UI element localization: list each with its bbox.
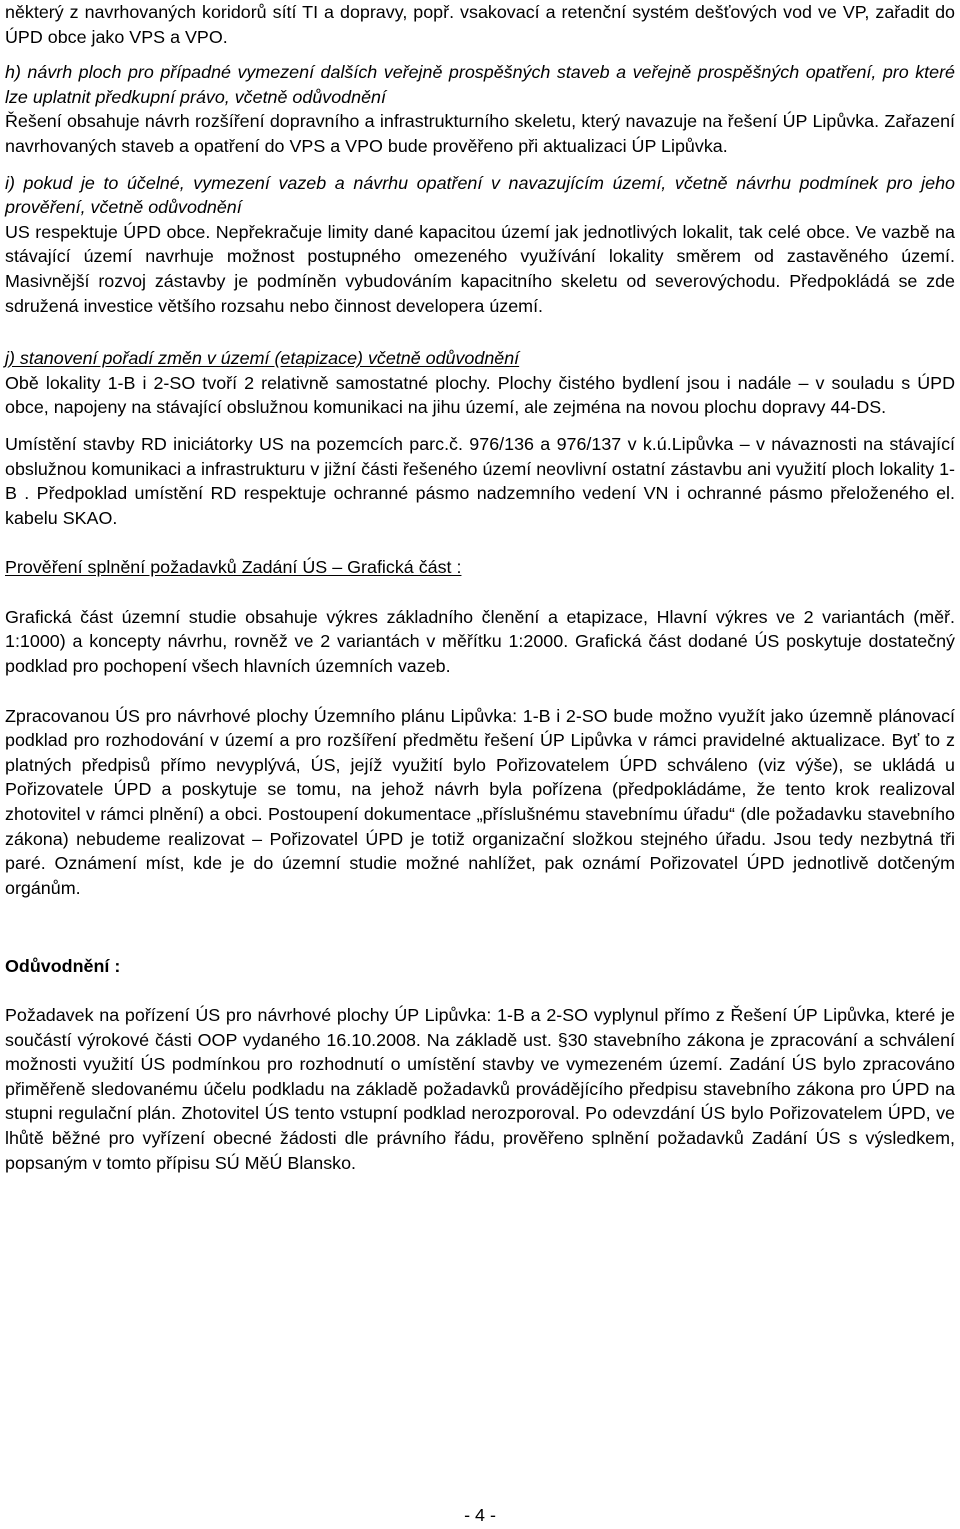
section-i-text: US respektuje ÚPD obce. Nepřekračuje limity dané kapacitou území jak jednotlivých lokalit, tak celé obce. Ve vazbě na stávající území navrhuje možnost postupného omezeného využívání lokality směrem od zastavěného území. Masivnější rozvoj zástavby je podmíněn vybudováním kapacitního skeletu od severovýchodu. Předpokládá se zde sdružená investice většího rozsahu nebo činnost developera území. <box>5 221 955 316</box>
section-oduvodneni-text: Požadavek na pořízení ÚS pro návrhové plochy ÚP Lipůvka: 1-B a 2-SO vyplynul přímo z Řešení ÚP Lipůvka, které je součástí výrokové části OOP vydaného 16.10.2008. Na základě ust. §30 stavebního zákona je zpracování a schválení možnosti využití ÚS podmínkou pro rozhodnutí o umístění stavby ve vymezeném území. Zadání ÚS bylo zpracováno přiměřeně sledovanému účelu podkladu na základě požadavků provádějícího předpisu stavebního zákona pro ÚPD na stupni regulační plán. Zhotovitel ÚS tento vstupní podklad nerozporoval. Po odevzdání ÚS bylo Pořizovatelem ÚPD, ve lhůtě běžné pro vyřízení obecné žádosti dle právního řádu, prověřeno splnění požadavků Zadání ÚS s výsledkem, popsaným v tomto přípisu SÚ MěÚ Blansko. <box>5 1005 955 1173</box>
section-i-heading: i) pokud je to účelné, vymezení vazeb a návrhu opatření v navazujícím území, včetně návrhu podmínek pro jeho prověření, včetně odůvodnění <box>5 172 955 218</box>
section-oduvodneni-heading: Odůvodnění : <box>5 956 121 977</box>
section-h-heading: h) návrh ploch pro případné vymezení dalších veřejně prospěšných staveb a veřejně prospěšných opatření, pro které lze uplatnit předkupní právo, včetně odůvodnění <box>5 62 955 107</box>
section-proverovani-graficka: Grafická část územní studie obsahuje výkres základního členění a etapizace, Hlavní výkres ve 2 variantách (měř. 1:1000) a koncepty návrhu, rovněž ve 2 variantách v měřítku 1:2000. Grafická část dodané ÚS poskytuje dostatečný podklad pro pochopení všech hlavních územních vazeb. <box>5 606 955 677</box>
paragraph-continuation: některý z navrhovaných koridorů sítí TI a dopravy, popř. vsakovací a retenční systém dešťových vod ve VP, zařadit do ÚPD obce jako VPS a VPO. <box>5 2 955 47</box>
section-proverovani-heading: Prověření splnění požadavků Zadání ÚS – Grafická část : <box>5 557 462 578</box>
section-j-text-rd: Umístění stavby RD iniciátorky US na pozemcích parc.č. 976/136 a 976/137 v k.ú.Lipůvka – v návaznosti na stávající obslužnou komunikaci a infrastrukturu v jižní části řešeného území neovlivní ostatní zástavbu ani využití ploch lokality 1-B . Předpoklad umístění RD respektuje ochranné pásmo nadzemního vedení VN i ochranné pásmo přeloženého el. kabelu SKAO. <box>5 433 955 528</box>
section-proverovani-zpracovani: Zpracovanou ÚS pro návrhové plochy Územního plánu Lipůvka: 1-B i 2-SO bude možno využít jako územně plánovací podklad pro rozhodování v území a pro rozšíření předmětu řešení ÚP Lipůvka v rámci pravidelné aktualizace. Byť to z platných předpisů přímo nevyplývá, ÚS, jejíž využití bylo Pořizovatelem ÚPD schváleno (viz výše), se ukládá u Pořizovatele ÚPD a poskytuje se tomu, na jehož návrh byla pořízena (předpokládáme, že tento krok realizoval zhotovitel v rámci plnění) a obci. Postoupení dokumentace „příslušnému stavebnímu úřadu“ (dle požadavku stavebního zákona) nebudeme realizovat – Pořizovatel ÚPD je totiž organizační složkou stejného úřadu. Jsou tedy nezbytná tři paré. Oznámení míst, kde je do územní studie možné nahlížet, pak oznámí Pořizovatel ÚPD jednotlivě dotčeným orgánům. <box>5 705 955 898</box>
section-j-heading: j) stanovení pořadí změn v území (etapizace) včetně odůvodnění <box>5 348 520 369</box>
section-j-text: Obě lokality 1-B i 2-SO tvoří 2 relativně samostatné plochy. Plochy čistého bydlení jsou i nadále – v souladu s ÚPD obce, napojeny na stávající obslužnou komunikaci na jihu území, ale zejména na novou plochu dopravy 44-DS. <box>5 372 955 418</box>
section-h-text: Řešení obsahuje návrh rozšíření dopravního a infrastrukturního skeletu, který navazuje na řešení ÚP Lipůvka. Zařazení navrhovaných staveb a opatření do VPS a VPO bude prověřeno při aktualizaci ÚP Lipůvka. <box>5 111 955 156</box>
document-page <box>5 0 955 1175</box>
page-number: - 4 - <box>464 1505 496 1525</box>
